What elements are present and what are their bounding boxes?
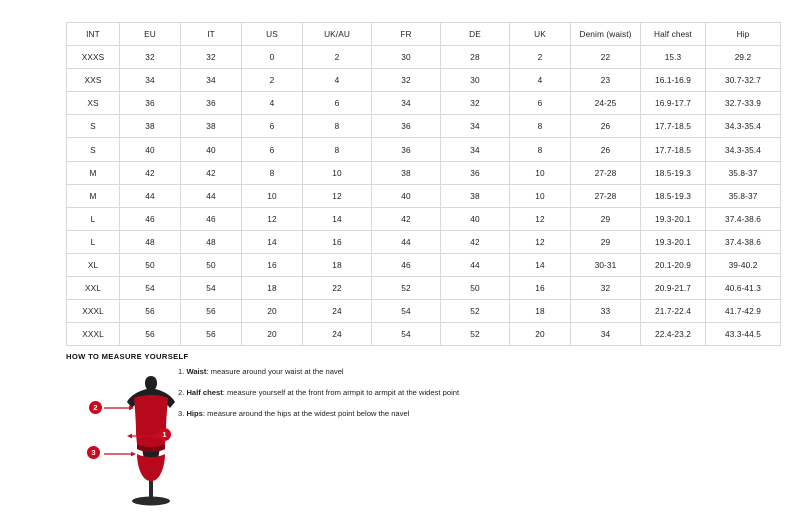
table-cell: 46 xyxy=(372,253,441,276)
size-label-cell: L xyxy=(67,230,120,253)
table-cell: 22.4-23.2 xyxy=(641,323,706,346)
table-cell: 27-28 xyxy=(571,184,641,207)
table-cell: 10 xyxy=(510,161,571,184)
table-cell: 19.3-20.1 xyxy=(641,207,706,230)
table-cell: 12 xyxy=(510,230,571,253)
column-header-us: US xyxy=(242,23,303,46)
table-cell: 36 xyxy=(120,92,181,115)
table-cell: 34 xyxy=(441,138,510,161)
table-cell: 12 xyxy=(242,207,303,230)
table-cell: 34 xyxy=(571,323,641,346)
table-cell: 32 xyxy=(120,46,181,69)
instruction-number: 2. xyxy=(178,387,187,397)
table-row xyxy=(67,46,781,69)
table-cell: 42 xyxy=(120,161,181,184)
table-cell: 54 xyxy=(372,300,441,323)
table-cell: 52 xyxy=(372,277,441,300)
table-cell: 0 xyxy=(242,46,303,69)
table-cell: 52 xyxy=(441,300,510,323)
size-conversion-table xyxy=(66,22,781,346)
table-cell: 34.3-35.4 xyxy=(706,115,781,138)
table-cell: 56 xyxy=(181,323,242,346)
table-row xyxy=(67,92,781,115)
table-cell: 2 xyxy=(242,69,303,92)
table-cell: 15.3 xyxy=(641,46,706,69)
table-cell: 8 xyxy=(303,138,372,161)
table-cell: 18.5-19.3 xyxy=(641,184,706,207)
table-cell: 42 xyxy=(441,230,510,253)
table-cell: 4 xyxy=(510,69,571,92)
table-cell: 30.7-32.7 xyxy=(706,69,781,92)
table-cell: 34 xyxy=(372,92,441,115)
column-header-de: DE xyxy=(441,23,510,46)
column-header-hip: Hip xyxy=(706,23,781,46)
table-cell: 56 xyxy=(120,300,181,323)
table-body xyxy=(67,46,781,346)
table-cell: 19.3-20.1 xyxy=(641,230,706,253)
column-header-half-chest: Half chest xyxy=(641,23,706,46)
table-cell: 33 xyxy=(571,300,641,323)
table-cell: 34.3-35.4 xyxy=(706,138,781,161)
table-row xyxy=(67,69,781,92)
table-cell: 32 xyxy=(441,92,510,115)
table-cell: 8 xyxy=(242,161,303,184)
table-cell: 22 xyxy=(303,277,372,300)
table-cell: 42 xyxy=(181,161,242,184)
table-header xyxy=(67,23,781,46)
column-header-uk-au: UK/AU xyxy=(303,23,372,46)
table-cell: 40 xyxy=(181,138,242,161)
marker-waist: 1 xyxy=(158,428,171,441)
table-row xyxy=(67,277,781,300)
table-cell: 14 xyxy=(303,207,372,230)
table-cell: 36 xyxy=(372,115,441,138)
table-cell: 38 xyxy=(372,161,441,184)
table-cell: 20.1-20.9 xyxy=(641,253,706,276)
table-cell: 29 xyxy=(571,230,641,253)
table-cell: 34 xyxy=(181,69,242,92)
table-cell: 46 xyxy=(120,207,181,230)
table-row xyxy=(67,230,781,253)
table-cell: 32 xyxy=(571,277,641,300)
instruction-item xyxy=(178,410,578,418)
table-cell: 12 xyxy=(303,184,372,207)
table-cell: 6 xyxy=(303,92,372,115)
table-cell: 6 xyxy=(510,92,571,115)
table-cell: 10 xyxy=(510,184,571,207)
table-cell: 24 xyxy=(303,300,372,323)
how-to-measure-title: HOW TO MEASURE YOURSELF xyxy=(66,352,189,361)
column-header-int: INT xyxy=(67,23,120,46)
table-row xyxy=(67,115,781,138)
table-cell: 40 xyxy=(372,184,441,207)
table-cell: 26 xyxy=(571,115,641,138)
instruction-item xyxy=(178,389,578,397)
table-cell: 40 xyxy=(120,138,181,161)
table-cell: 44 xyxy=(372,230,441,253)
table-cell: 50 xyxy=(120,253,181,276)
table-cell: 42 xyxy=(372,207,441,230)
table-cell: 32.7-33.9 xyxy=(706,92,781,115)
table-cell: 29.2 xyxy=(706,46,781,69)
table-cell: 52 xyxy=(441,323,510,346)
table-cell: 20.9-21.7 xyxy=(641,277,706,300)
size-label-cell: XS xyxy=(67,92,120,115)
table-cell: 18.5-19.3 xyxy=(641,161,706,184)
table-cell: 44 xyxy=(181,184,242,207)
table-cell: 6 xyxy=(242,138,303,161)
instruction-item xyxy=(178,368,578,376)
column-header-fr: FR xyxy=(372,23,441,46)
size-label-cell: M xyxy=(67,184,120,207)
table-cell: 27-28 xyxy=(571,161,641,184)
table-cell: 30 xyxy=(441,69,510,92)
table-cell: 36 xyxy=(441,161,510,184)
table-cell: 30-31 xyxy=(571,253,641,276)
size-label-cell: XXXL xyxy=(67,300,120,323)
table-cell: 32 xyxy=(372,69,441,92)
table-cell: 4 xyxy=(242,92,303,115)
size-label-cell: S xyxy=(67,138,120,161)
instruction-text: : measure yourself at the front from armpit to armpit at the widest point xyxy=(222,387,460,397)
table-cell: 8 xyxy=(510,115,571,138)
column-header-uk: UK xyxy=(510,23,571,46)
measure-instructions xyxy=(178,368,578,431)
table-cell: 18 xyxy=(242,277,303,300)
instruction-text: : measure around your waist at the navel xyxy=(206,367,344,376)
table-cell: 35.8-37 xyxy=(706,161,781,184)
table-row xyxy=(67,253,781,276)
table-cell: 34 xyxy=(120,69,181,92)
table-cell: 35.8-37 xyxy=(706,184,781,207)
size-label-cell: XXS xyxy=(67,69,120,92)
table-cell: 16 xyxy=(242,253,303,276)
table-cell: 16.9-17.7 xyxy=(641,92,706,115)
size-label-cell: M xyxy=(67,161,120,184)
table-cell: 48 xyxy=(181,230,242,253)
table-cell: 37.4-38.6 xyxy=(706,230,781,253)
table-row xyxy=(67,300,781,323)
table-cell: 8 xyxy=(303,115,372,138)
table-cell: 56 xyxy=(181,300,242,323)
table-cell: 54 xyxy=(372,323,441,346)
instruction-text: : measure around the hips at the widest point below the navel xyxy=(202,408,410,418)
table-cell: 34 xyxy=(441,115,510,138)
table-cell: 20 xyxy=(510,323,571,346)
table-cell: 8 xyxy=(510,138,571,161)
table-cell: 10 xyxy=(242,184,303,207)
size-label-cell: S xyxy=(67,115,120,138)
table-cell: 56 xyxy=(120,323,181,346)
table-cell: 2 xyxy=(510,46,571,69)
table-cell: 16 xyxy=(510,277,571,300)
table-row xyxy=(67,138,781,161)
table-cell: 20 xyxy=(242,300,303,323)
table-cell: 4 xyxy=(303,69,372,92)
table-cell: 39-40.2 xyxy=(706,253,781,276)
size-label-cell: L xyxy=(67,207,120,230)
table-header-row xyxy=(67,23,781,46)
size-label-cell: XXXL xyxy=(67,323,120,346)
table-cell: 36 xyxy=(372,138,441,161)
table-cell: 38 xyxy=(441,184,510,207)
marker-half-chest: 2 xyxy=(89,401,102,414)
table-cell: 16.1-16.9 xyxy=(641,69,706,92)
table-cell: 28 xyxy=(441,46,510,69)
instruction-term: Hips xyxy=(186,408,203,418)
table-cell: 16 xyxy=(303,230,372,253)
table-cell: 37.4-38.6 xyxy=(706,207,781,230)
table-cell: 46 xyxy=(181,207,242,230)
table-cell: 43.3-44.5 xyxy=(706,323,781,346)
table-cell: 17.7-18.5 xyxy=(641,115,706,138)
table-row xyxy=(67,207,781,230)
table-row xyxy=(67,161,781,184)
table-cell: 44 xyxy=(120,184,181,207)
table-cell: 21.7-22.4 xyxy=(641,300,706,323)
table-cell: 41.7-42.9 xyxy=(706,300,781,323)
table-cell: 38 xyxy=(181,115,242,138)
table-cell: 6 xyxy=(242,115,303,138)
instruction-term: Half chest xyxy=(186,387,223,397)
table-cell: 14 xyxy=(242,230,303,253)
table-cell: 18 xyxy=(510,300,571,323)
table-cell: 20 xyxy=(242,323,303,346)
table-cell: 2 xyxy=(303,46,372,69)
table-cell: 48 xyxy=(120,230,181,253)
table-cell: 30 xyxy=(372,46,441,69)
table-cell: 44 xyxy=(441,253,510,276)
size-label-cell: XXL xyxy=(67,277,120,300)
instruction-number: 3. xyxy=(178,408,187,418)
table-cell: 12 xyxy=(510,207,571,230)
table-cell: 26 xyxy=(571,138,641,161)
table-cell: 54 xyxy=(120,277,181,300)
size-label-cell: XXXS xyxy=(67,46,120,69)
table-row xyxy=(67,323,781,346)
size-label-cell: XL xyxy=(67,253,120,276)
table-cell: 24-25 xyxy=(571,92,641,115)
table-cell: 18 xyxy=(303,253,372,276)
column-header-denim-waist: Denim (waist) xyxy=(571,23,641,46)
table-cell: 17.7-18.5 xyxy=(641,138,706,161)
table-cell: 22 xyxy=(571,46,641,69)
marker-hips: 3 xyxy=(87,446,100,459)
table-cell: 24 xyxy=(303,323,372,346)
table-cell: 14 xyxy=(510,253,571,276)
table-cell: 32 xyxy=(181,46,242,69)
table-cell: 50 xyxy=(181,253,242,276)
instruction-term: Waist xyxy=(186,367,207,376)
table-cell: 38 xyxy=(120,115,181,138)
table-cell: 54 xyxy=(181,277,242,300)
table-cell: 50 xyxy=(441,277,510,300)
table-cell: 40 xyxy=(441,207,510,230)
instruction-number: 1. xyxy=(178,367,187,376)
column-header-eu: EU xyxy=(120,23,181,46)
table-cell: 40.6-41.3 xyxy=(706,277,781,300)
table-cell: 36 xyxy=(181,92,242,115)
size-chart-container xyxy=(66,22,761,346)
column-header-it: IT xyxy=(181,23,242,46)
table-row xyxy=(67,184,781,207)
table-cell: 29 xyxy=(571,207,641,230)
table-cell: 23 xyxy=(571,69,641,92)
table-cell: 10 xyxy=(303,161,372,184)
